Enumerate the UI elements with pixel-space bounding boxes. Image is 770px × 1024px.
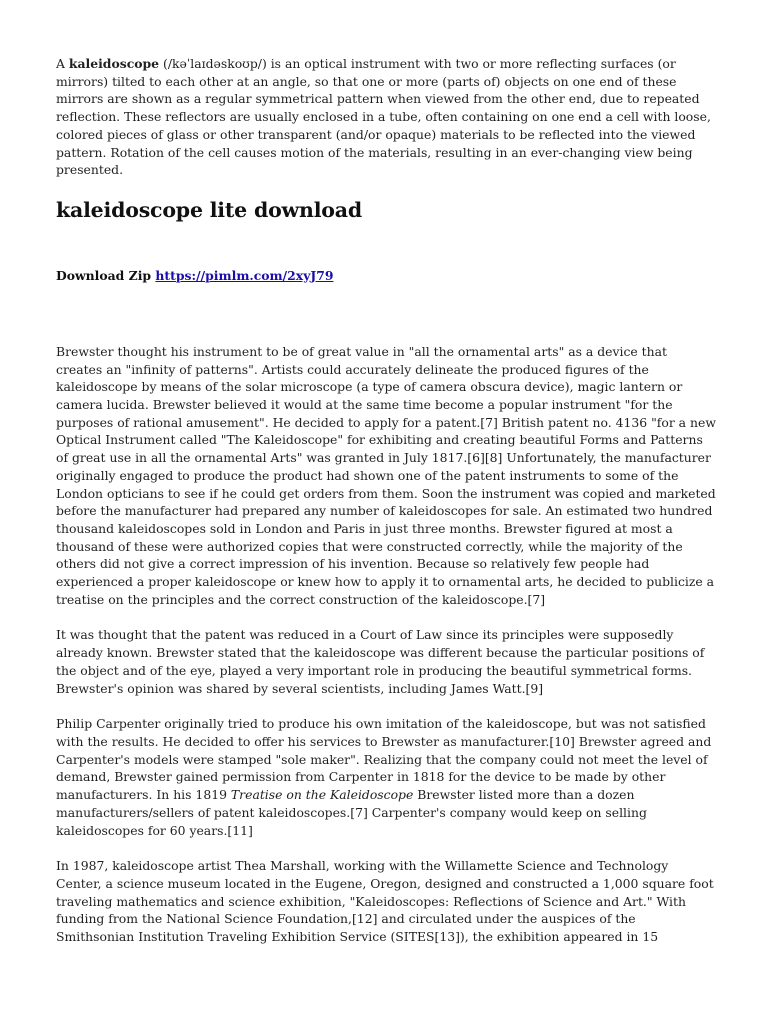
document-page <box>56 55 716 964</box>
intro-prefix: A <box>56 56 69 71</box>
download-label: Download Zip <box>56 267 156 283</box>
paragraph-3-text-end: Brewster listed more than a dozen manufacturers/sellers of patent kaleidoscopes.[7] Carpenter's company would keep on selling kaleidoscopes for 60 years.[11] <box>56 787 647 838</box>
body-paragraph-4: In 1987, kaleidoscope artist Thea Marshall, working with the Willamette Science and Technology Center, a science museum located in the Eugene, Oregon, designed and constructed a 1,000 square foot traveling mathematics and science exhibition, "Kaleidoscopes: Reflections of Science and Art." With funding from the National Science Foundation,[12] and circulated under the auspices of the Smithsonian Institution Traveling Exhibition Service (SITES[13]), the exhibition appeared in 15 <box>56 858 714 945</box>
intro-paragraph <box>56 55 716 179</box>
body-paragraph-1: Brewster thought his instrument to be of great value in "all the ornamental arts" as a device that creates an "infinity of patterns". Artists could accurately delineate the produced figures of the kaleidoscope by means of the solar microscope (a type of camera obscura device), magic lantern or camera lucida. Brewster believed it would at the same time become a popular instrument "for the purposes of rational amusement". He decided to apply for a patent.[7] British patent no. 4136 "for a new Optical Instrument called "The Kaleidoscope" for exhibiting and creating beautiful Forms and Patterns of great use in all the ornamental Arts" was granted in July 1817.[6][8] Unfortunately, the manufacturer originally engaged to produce the product had shown one of the patent instruments to some of the London opticians to see if he could get orders from them. Soon the instrument was copied and marketed before the manufacturer had prepared any number of kaleidoscopes for sale. An estimated two hundred thousand kaleidoscopes sold in London and Paris in just three months. Brewster figured at most a thousand of these were authorized copies that were constructed correctly, while the majority of the others did not give a correct impression of his invention. Because so relatively few people had experienced a proper kaleidoscope or knew how to apply it to ornamental arts, he decided to publicize a treatise on the principles and the correct construction of the kaleidoscope.[7] <box>56 343 716 607</box>
treatise-title: Treatise on the Kaleidoscope <box>230 787 414 803</box>
download-link[interactable]: https://pimlm.com/2xyJ79 <box>155 267 334 283</box>
intro-term: kaleidoscope <box>68 56 160 71</box>
page-title: kaleidoscope lite download <box>56 197 362 222</box>
intro-rest: (/kəˈlaɪdəskoʊp/) is an optical instrument with two or more reflecting surfaces (or mirrors) tilted to each other at an angle, so that one or more (parts of) objects on one end of these mirrors are shown as a regular symmetrical pattern when viewed from the other end, due to repeated reflection. These reflectors are usually enclosed in a tube, often containing on one end a cell with loose, colored pieces of glass or other transparent (and/or opaque) materials to be reflected into the viewed pattern. Rotation of the cell causes motion of the materials, resulting in an ever-changing view being presented. <box>56 56 711 178</box>
paragraph-3-text-start: Philip Carpenter originally tried to produce his own imitation of the kaleidoscope, but was not satisfied with the results. He decided to offer his services to Brewster as manufacturer.[10] Brewster agreed and Carpenter's models were stamped "sole maker". Realizing that the company could not meet the level of demand, Brewster gained permission from Carpenter in 1818 for the device to be made by other manufacturers. In his 1819 <box>56 716 712 803</box>
body-paragraph-2: It was thought that the patent was reduced in a Court of Law since its principles were supposedly already known. Brewster stated that the kaleidoscope was different because the particular positions of the object and of the eye, played a very important role in producing the beautiful symmetrical forms. Brewster's opinion was shared by several scientists, including James Watt.[9] <box>56 627 705 696</box>
download-line <box>56 267 716 285</box>
body-paragraph-3 <box>56 715 716 839</box>
